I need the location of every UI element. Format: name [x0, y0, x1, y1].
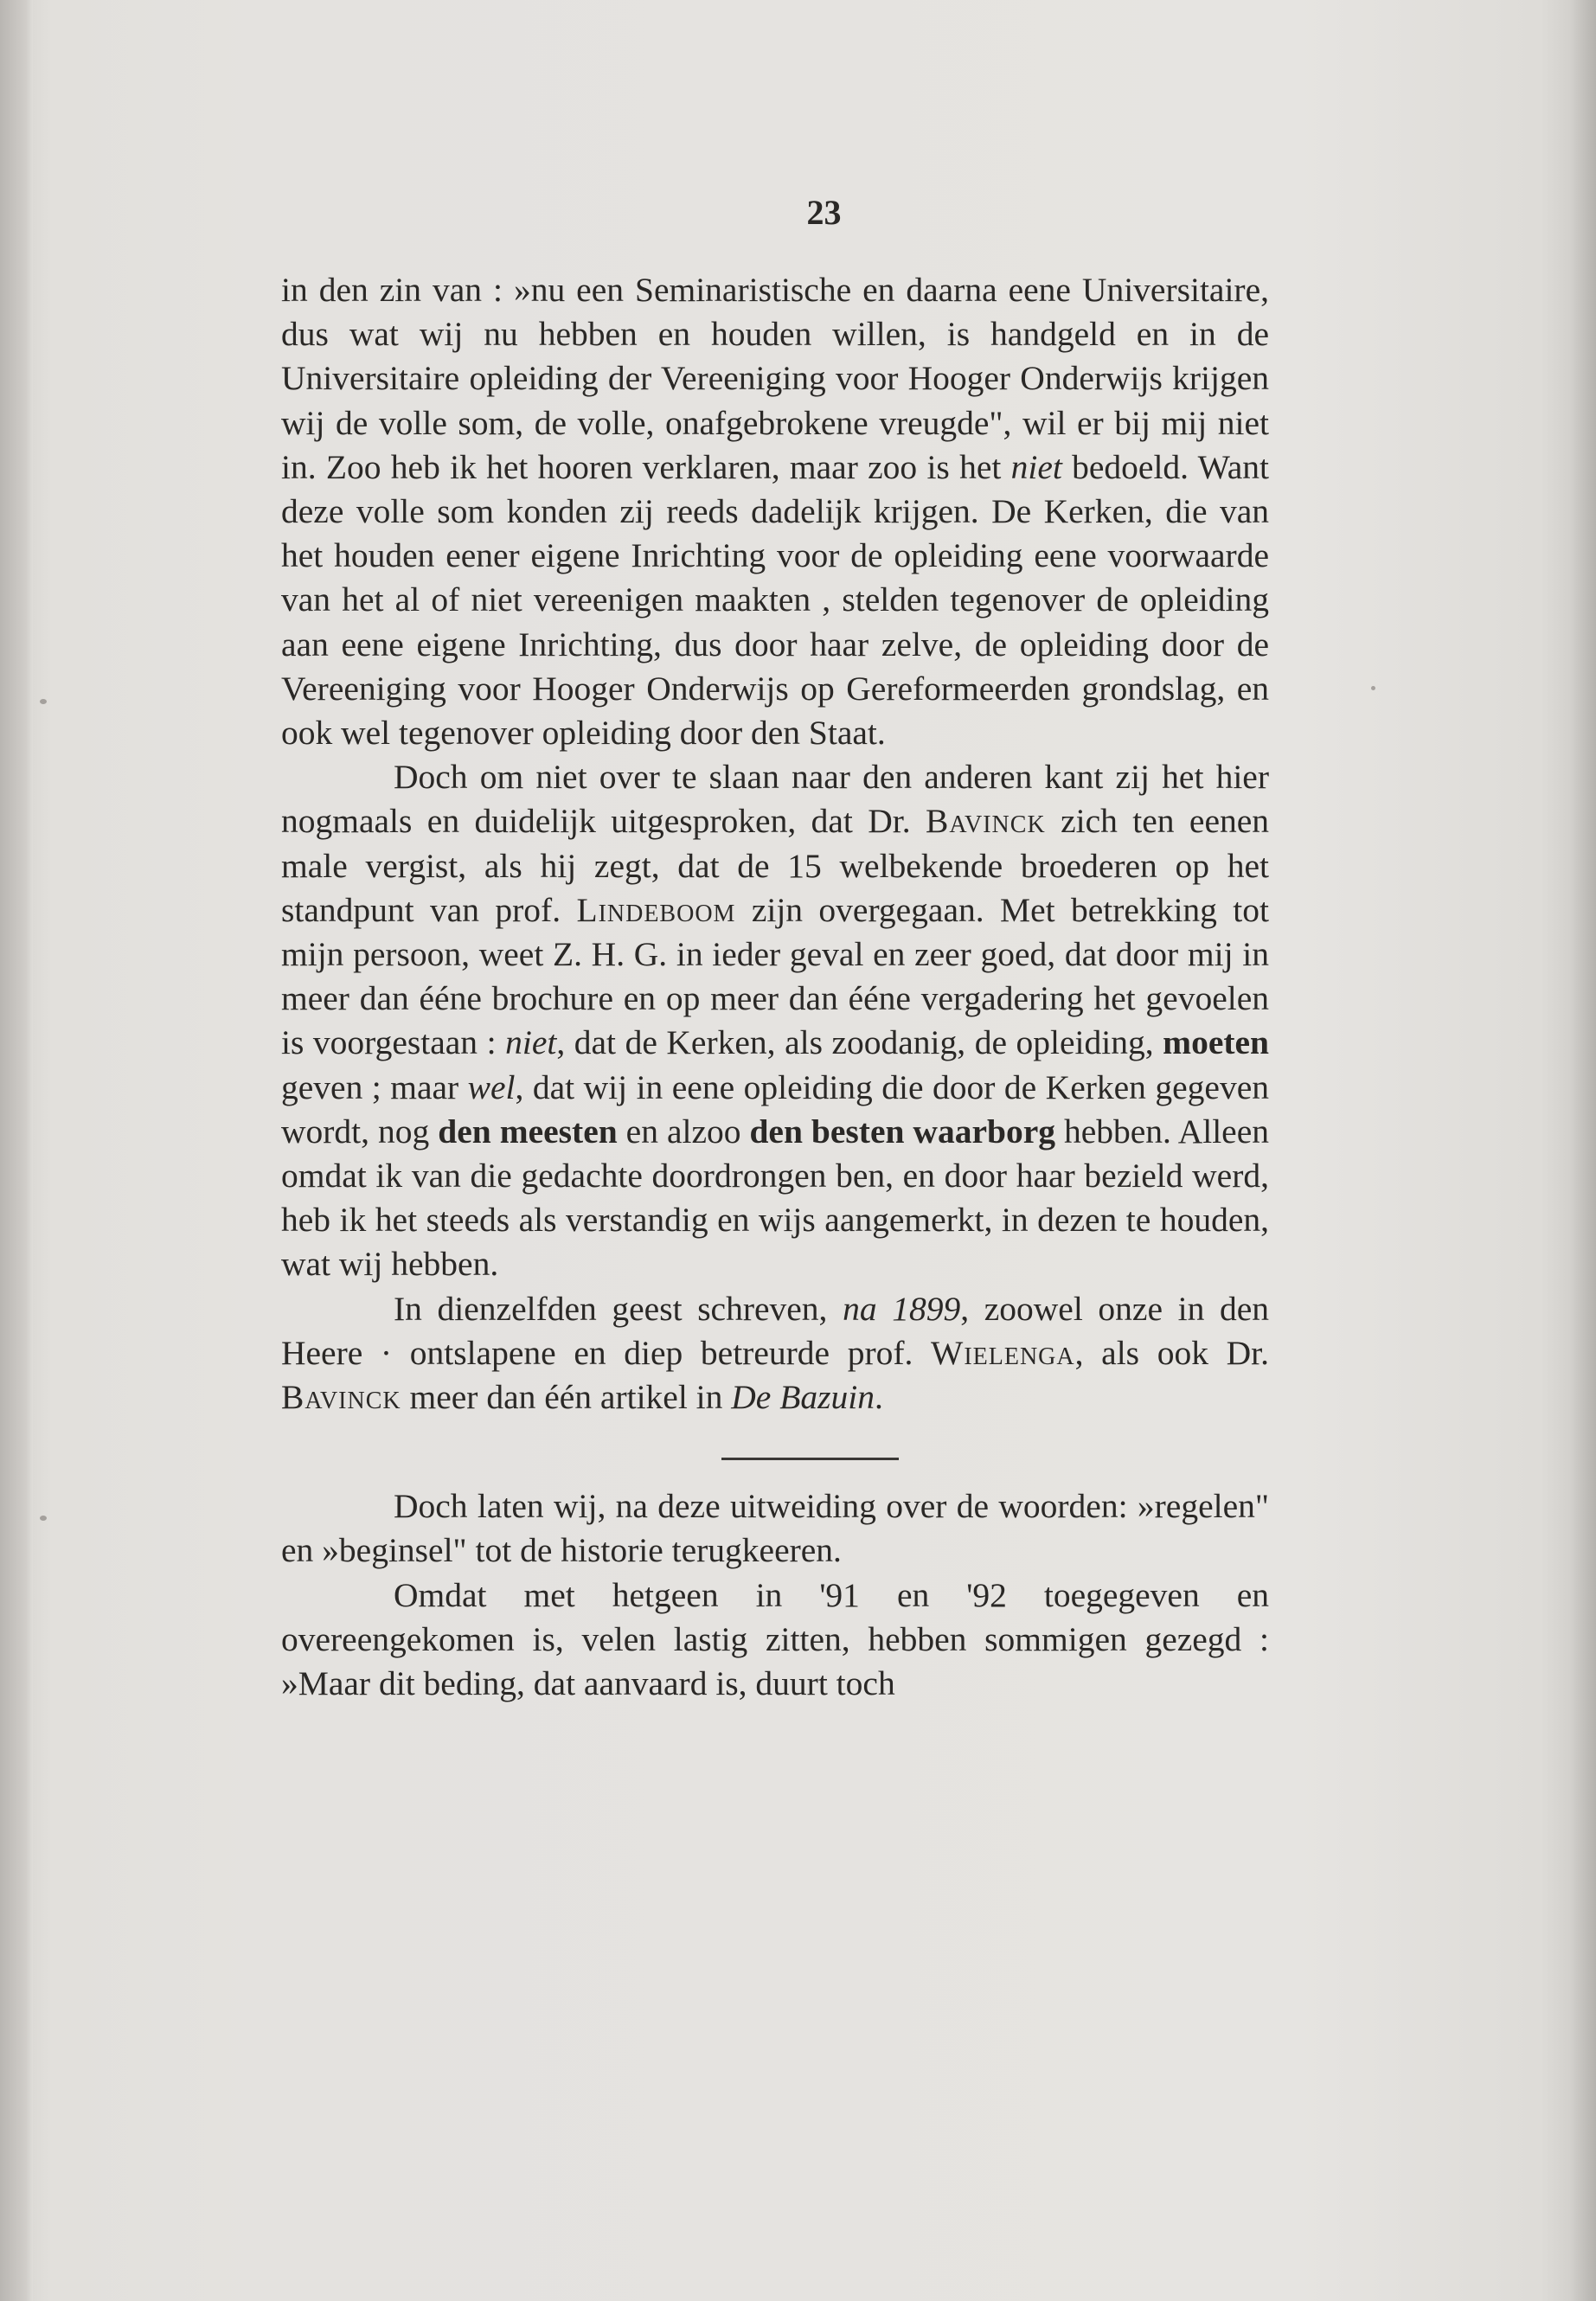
emphasis-bold: den besten waarborg — [749, 1112, 1055, 1150]
paper-speck — [40, 1516, 47, 1521]
person-name: Bavinck — [281, 1378, 401, 1417]
emphasis-italic: na 1899 — [843, 1289, 961, 1328]
section-divider — [721, 1458, 899, 1460]
emphasis-bold: den meesten — [438, 1112, 618, 1150]
page-edge-shadow — [1570, 0, 1596, 2301]
page-binding-edge — [0, 0, 33, 2301]
body-text — [281, 268, 1269, 1706]
paragraph: Doch om niet over te slaan naar den anderen kant zij het hier nogmaals en duidelijk uitgesproken, dat Dr. Bavinck zich ten eenen male vergist, als hij zegt, dat de 15 welbekende broederen op het standpunt van prof. Lindeboom zijn overgegaan. Met betrekking tot mijn persoon, weet Z. H. G. in ieder geval en zeer goed, dat door mij in meer dan ééne brochure en op meer dan ééne vergadering het gevoelen is voorgestaan : niet, dat de Kerken, als zoodanig, de opleiding, moeten geven ; maar wel, dat wij in eene opleiding die door de Kerken gegeven wordt, nog den meesten en alzoo den besten waarborg hebben. Alleen omdat ik van die gedachte doordrongen ben, en door haar bezield werd, heb ik het steeds als verstandig en wijs aangemerkt, in dezen te houden, wat wij hebben. — [281, 758, 1270, 1284]
paragraph: in den zin van : »nu een Seminaristische en daarna eene Universitaire, dus wat wij nu hebben en houden willen, is handgeld en in de Universitaire opleiding der Vereeniging voor Hooger Onderwijs krijgen wij de volle som, de volle, onafgebrokene vreugde", wil er bij mij niet in. Zoo heb ik het hooren verklaren, maar zoo is het niet bedoeld. Want deze volle som konden zij reeds dadelijk krijgen. De Kerken, die van het houden eener eigene Inrichting voor de opleiding eene voorwaarde van het al of niet vereenigen maakten , stelden tegenover de opleiding aan eene eigene Inrichting, dus door haar zelve, de opleiding door de Vereeniging voor Hooger Onderwijs op Gereformeerden grondslag, en ook wel tegenover opleiding door den Staat. — [281, 271, 1269, 753]
paper-speck — [1371, 686, 1375, 690]
paper-speck — [40, 699, 47, 704]
publication-title: De Bazuin — [731, 1378, 875, 1417]
paragraph: Doch laten wij, na deze uitweiding over de woorden: »regelen" en »beginsel" tot de historie terugkeeren. — [281, 1487, 1269, 1570]
page-number: 23 — [806, 193, 842, 232]
person-name: Lindeboom — [576, 890, 736, 929]
paragraph: In dienzelfden geest schreven, na 1899, zoowel onze in den Heere · ontslapene en diep betreurde prof. Wielenga, als ook Dr. Bavinck meer dan één artikel in De Bazuin. — [281, 1289, 1270, 1417]
person-name: Bavinck — [926, 802, 1046, 841]
emphasis-italic: wel — [467, 1067, 516, 1106]
emphasis-italic: niet — [505, 1023, 557, 1062]
emphasis-italic: niet — [1010, 447, 1062, 486]
emphasis-bold: moeten — [1163, 1023, 1270, 1062]
paragraph: Omdat met hetgeen in '91 en '92 toegegeven en overeengekomen is, velen lastig zitten, hebben sommigen gezegd : »Maar dit beding, dat aanvaard is, duurt toch — [281, 1575, 1269, 1703]
person-name: Wielenga — [931, 1333, 1075, 1372]
